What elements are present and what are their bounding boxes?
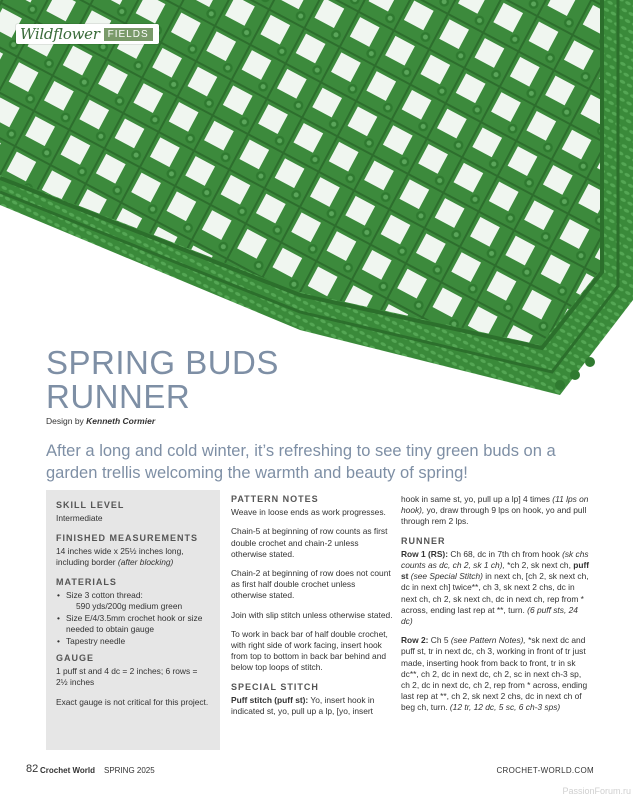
page-number: 82: [26, 763, 39, 775]
row-1-text: *ch 2, sk next ch,: [504, 560, 574, 571]
pattern-note: Weave in loose ends as work progresses.: [231, 507, 386, 518]
row-1-instructions: [401, 549, 591, 627]
intro-text: After a long and cold winter, it’s refreshing to see tiny green buds on a garden trellis welcoming the warmth and beauty of spring!: [46, 442, 556, 482]
pattern-note: To work in back bar of half double crochet, with right side of work facing, insert hook from top to bottom in back bar behind and below top loops of stitch.: [231, 628, 388, 673]
continued-text: hook in same st, yo, pull up a lp] 4 times: [401, 494, 553, 504]
magazine-name: Crochet World: [40, 766, 95, 775]
materials-heading: MATERIALS: [56, 577, 117, 587]
materials-item-text: Size 3 cotton thread:: [66, 590, 143, 600]
measurements-note: (after blocking): [117, 557, 174, 567]
row-2-text: Ch 5: [428, 635, 451, 646]
issue-label: SPRING 2025: [104, 766, 155, 775]
row-2-count: (12 tr, 12 dc, 5 sc, 6 ch-3 sps): [449, 702, 561, 713]
section-brand-tag: FIELDS: [104, 28, 153, 41]
row-2-note: (see Pattern Notes),: [450, 635, 526, 646]
page-title: [46, 346, 279, 414]
row-1-count: (6 puff sts, 24 dc): [401, 604, 578, 627]
title-line-2: RUNNER: [46, 378, 191, 415]
section-brand-script: Wildflower: [20, 25, 100, 43]
row-1-note: (see Special Stitch): [410, 571, 483, 582]
special-stitch-term: Puff stitch (puff st):: [231, 694, 309, 705]
continued-note: (11 lps on hook),: [401, 494, 589, 516]
gauge-note: Exact gauge is not critical for this project.: [56, 697, 209, 707]
row-1-label: Row 1 (RS):: [401, 548, 448, 559]
measurements-value: 14 inches wide x 25½ inches long, including border: [56, 546, 184, 567]
runner-instructions-column: [401, 494, 591, 722]
row-2-instructions: [401, 635, 591, 713]
pattern-note: Chain-5 at beginning of row counts as first double crochet and chain-2 unless otherwise stated.: [231, 526, 388, 559]
gauge-heading: GAUGE: [56, 653, 95, 663]
pattern-note: Chain-2 at beginning of row does not count as first half double crochet unless otherwise stated.: [231, 568, 391, 601]
pattern-notes-heading: PATTERN NOTES: [231, 494, 319, 504]
byline: [46, 416, 155, 426]
special-stitch-body: Yo, insert hook in indicated st, yo, pull up a lp, [yo, insert: [231, 694, 375, 717]
row-1-text: Ch 68, dc in 7th ch from hook: [448, 548, 563, 559]
skill-value: Intermediate: [56, 513, 103, 523]
materials-item: [66, 590, 210, 612]
materials-item: • Size E/4/3.5mm crochet hook or size needed to obtain gauge: [66, 613, 210, 635]
materials-item: • Tapestry needle: [66, 636, 210, 647]
pattern-note: Join with slip stitch unless otherwise stated.: [231, 609, 393, 620]
materials-list: [56, 590, 210, 647]
special-stitch-continued: [401, 494, 591, 528]
runner-heading: RUNNER: [401, 535, 446, 546]
row-1-term: puff st: [401, 560, 590, 582]
measurements-text: [56, 546, 210, 568]
watermark: PassionForum.ru: [562, 786, 631, 796]
row-1-note: (sk chs counts as dc, ch 2, sk 1 ch),: [401, 548, 589, 571]
row-2-text: *sk next dc and puff st, tr in next dc, ch 3, working in front of tr just made, inserting hook from back to front, tr in sk dc**, ch 2, dc in next dc, ch 2, sc in next ch-3 sp, ch 2, dc in next dc, ch 2, rep from * across, ending last rep at **, ch 2, sk next 2 chs, dc in next ch of beg ch, turn.: [401, 635, 588, 713]
gauge-text: 1 puff st and 4 dc = 2 inches; 6 rows = 2½ inches: [56, 666, 198, 687]
title-line-1: SPRING BUDS: [46, 344, 279, 381]
continued-text: yo, draw through 9 lps on hook, yo and pull through rem 2 lps.: [401, 505, 587, 527]
section-tag: [16, 24, 159, 44]
special-stitch-heading: SPECIAL STITCH: [231, 681, 319, 692]
project-info-sidebar: [46, 490, 220, 750]
skill-heading: SKILL LEVEL: [56, 500, 125, 510]
measurements-heading: FINISHED MEASUREMENTS: [56, 533, 199, 543]
row-1-text: in next ch, [ch 2, sk next ch, dc in next ch] twice**, ch 3, sk next 2 chs, dc in next ch, ch 2, sk next ch, dc in next ch, rep from * across, ending last rep at **, turn.: [401, 571, 589, 615]
special-stitch-text: [231, 695, 393, 717]
designer-name: Kenneth Cormier: [86, 416, 156, 426]
website-link[interactable]: CROCHET-WORLD.COM: [496, 766, 594, 775]
row-2-label: Row 2:: [401, 635, 429, 646]
byline-prefix: Design by: [46, 416, 87, 426]
materials-item-subtext: 590 yds/200g medium green: [76, 601, 183, 611]
pattern-notes-column: [231, 494, 393, 725]
